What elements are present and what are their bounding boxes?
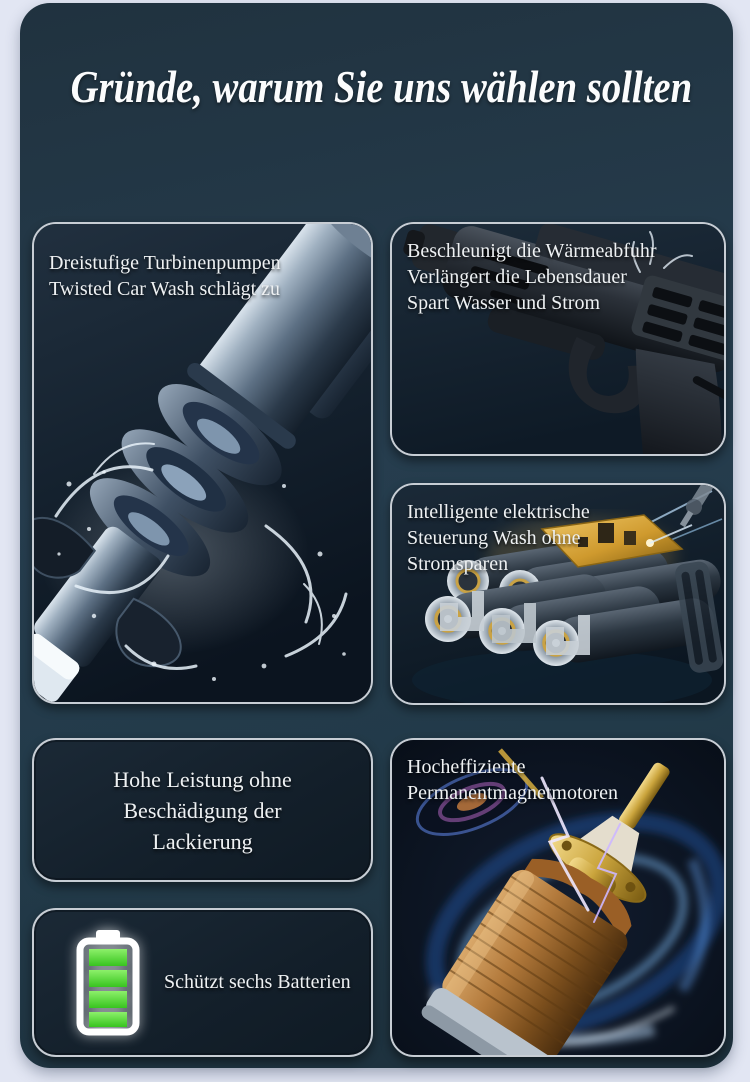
- card-motor: [390, 738, 726, 1057]
- page-title: Gründe, warum Sie uns wählen sollten: [70, 62, 693, 112]
- caption-line: Verlängert die Lebensdauer: [407, 266, 627, 288]
- card-turbine-pump: [32, 222, 373, 704]
- battery-label: Schützt sechs Batterien: [164, 971, 351, 993]
- caption-line: Hohe Leistung ohne: [113, 766, 292, 792]
- caption-line: Hocheffiziente: [407, 756, 526, 778]
- caption-line: Spart Wasser und Strom: [407, 292, 601, 314]
- caption-line: Beschleunigt die Wärmeabfuhr: [407, 240, 657, 262]
- control-caption: [407, 499, 590, 577]
- caption-line: Beschädigung der: [123, 797, 282, 823]
- card-battery-protection: [32, 908, 373, 1057]
- motor-caption: [407, 754, 618, 806]
- caption-line: Permanentmagnetmotoren: [407, 782, 619, 804]
- performance-caption: [34, 740, 371, 880]
- caption-line: Stromsparen: [407, 553, 509, 575]
- caption-line: Dreistufige Turbinenpumpen: [49, 252, 281, 274]
- turbine-caption: [49, 250, 281, 302]
- card-electric-control: [390, 483, 726, 705]
- battery-icon: [76, 930, 140, 1036]
- caption-line: Intelligente elektrische: [407, 501, 590, 523]
- caption-line: Twisted Car Wash schlägt zu: [49, 278, 281, 300]
- battery-row: [34, 910, 371, 1055]
- caption-line: Steuerung Wash ohne: [407, 527, 581, 549]
- gun-caption: [407, 238, 657, 316]
- background-panel: [20, 3, 733, 1068]
- card-spray-gun: [390, 222, 726, 456]
- caption-line: Lackierung: [152, 828, 253, 854]
- card-performance: [32, 738, 373, 882]
